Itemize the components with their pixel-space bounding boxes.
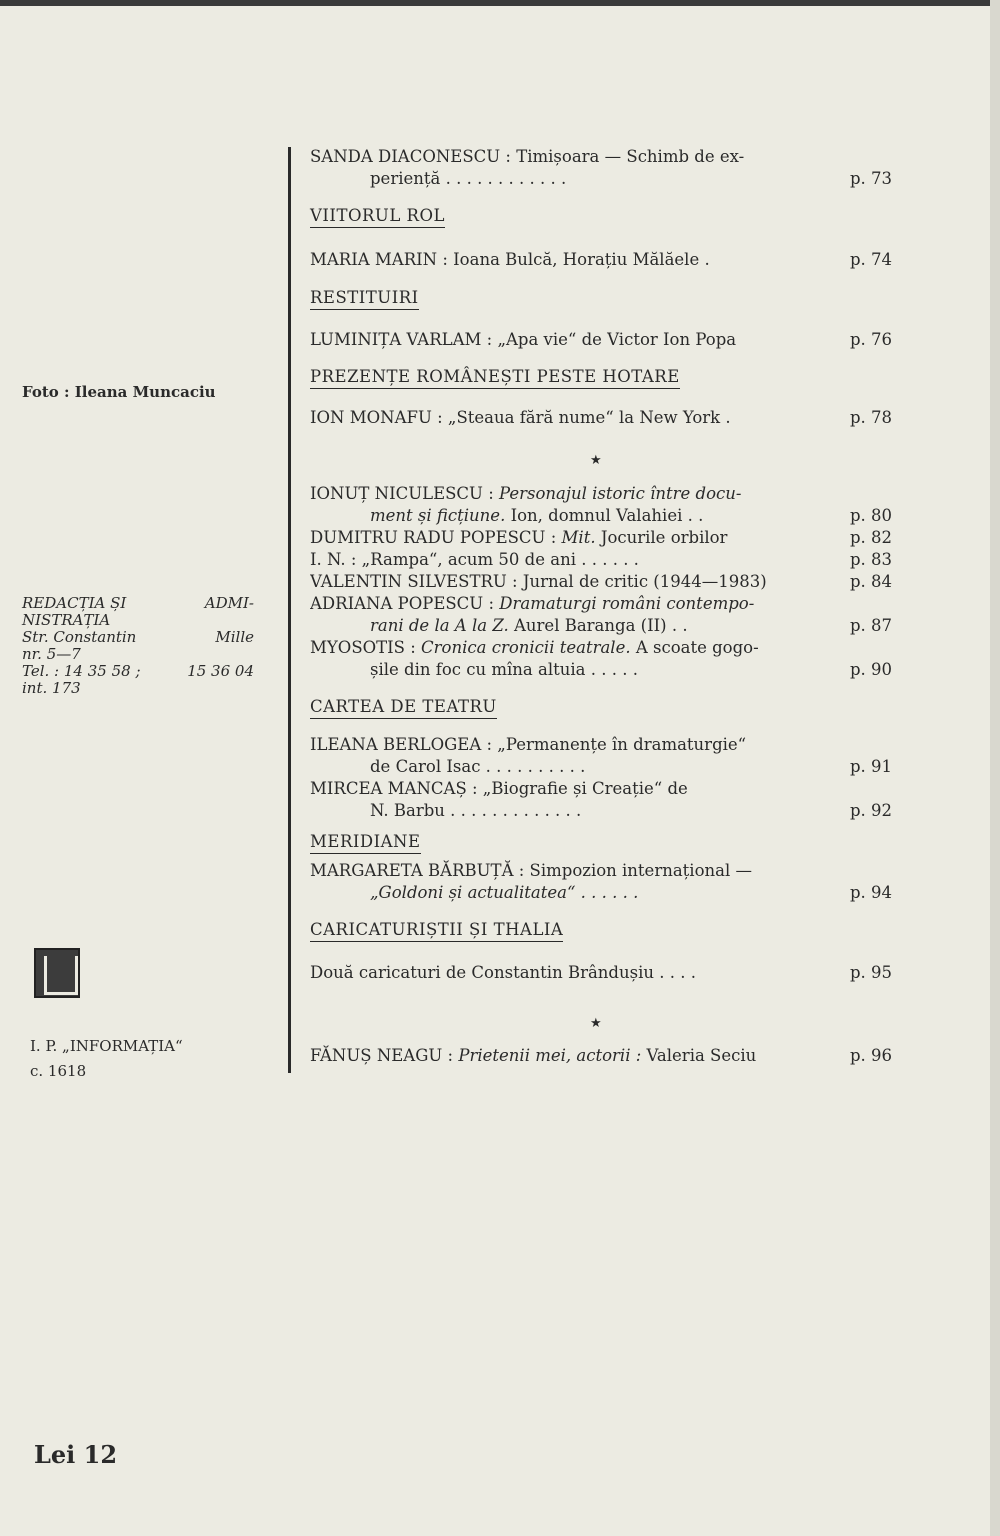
- printer-code: c. 1618: [30, 1062, 87, 1080]
- entry-text: ION MONAFU : „Steaua fără nume“ la New York .: [310, 408, 731, 427]
- entry-text: MARGARETA BĂRBUȚĂ : Simpozion internațional —: [310, 861, 753, 880]
- toc-entry: [310, 249, 892, 271]
- editorial-line: Tel. : 14 35 58 ;: [22, 662, 141, 680]
- section-heading: CARTEA DE TEATRU: [310, 697, 497, 719]
- page-number: p. 74: [849, 250, 892, 269]
- entry-text: SANDA DIACONESCU : Timișoara — Schimb de ex-: [310, 147, 745, 166]
- star-separator-icon: ★: [590, 1016, 602, 1031]
- page-number: p. 73: [849, 169, 892, 188]
- entry-text: rani de la A la Z. Aurel Baranga (II) . .: [370, 616, 688, 635]
- page-number: p. 78: [849, 408, 892, 427]
- photo-credit: Foto : Ileana Muncaciu: [22, 383, 216, 401]
- page-edge: [990, 0, 1000, 1536]
- page-number: p. 76: [849, 330, 892, 349]
- entry-text: N. Barbu . . . . . . . . . . . . .: [370, 801, 582, 820]
- editorial-line: Mille: [215, 628, 254, 646]
- editorial-line: NISTRAȚIA: [22, 611, 111, 629]
- editorial-line: Str. Constantin: [22, 628, 137, 646]
- entry-text: I. N. : „Rampa“, acum 50 de ani . . . . . .: [310, 550, 639, 569]
- entry-text: MYOSOTIS : Cronica cronicii teatrale. A scoate gogo-: [310, 638, 759, 657]
- printer-logo-icon: [34, 948, 80, 998]
- page-number: p. 90: [849, 660, 892, 679]
- entry-text: MIRCEA MANCAȘ : „Biografie și Creație“ de: [310, 779, 688, 798]
- star-separator-icon: ★: [590, 453, 602, 468]
- page-number: p. 92: [849, 801, 892, 820]
- toc-entry: [310, 146, 892, 190]
- entry-text: ADRIANA POPESCU : Dramaturgi români contempo-: [310, 594, 755, 613]
- toc-entry: [310, 329, 892, 351]
- entry-text: ILEANA BERLOGEA : „Permanențe în dramaturgie“: [310, 735, 747, 754]
- toc-list: [310, 483, 892, 681]
- printer-name: I. P. „INFORMAȚIA“: [30, 1037, 183, 1055]
- editorial-line: 15 36 04: [187, 662, 254, 680]
- price: Lei 12: [34, 1440, 118, 1469]
- entry-text: de Carol Isac . . . . . . . . . .: [370, 757, 586, 776]
- editorial-line: nr. 5—7: [22, 645, 81, 663]
- page-number: p. 80: [849, 506, 892, 525]
- entry-text: „Goldoni și actualitatea“ . . . . . .: [370, 883, 639, 902]
- section-heading: CARICATURIȘTII ȘI THALIA: [310, 920, 563, 942]
- entry-text: Două caricaturi de Constantin Brândușiu . . . .: [310, 963, 696, 982]
- entry-text: FĂNUȘ NEAGU : Prietenii mei, actorii : Valeria Seciu: [310, 1046, 757, 1065]
- column-divider: [288, 147, 291, 1073]
- entry-text: LUMINIȚA VARLAM : „Apa vie“ de Victor Ion Popa: [310, 330, 737, 349]
- entry-text: ment și ficțiune. Ion, domnul Valahiei . .: [370, 506, 704, 525]
- page-number: p. 87: [849, 616, 892, 635]
- toc-entry: [310, 407, 892, 429]
- editorial-line: int. 173: [22, 679, 81, 697]
- entry-text: șile din foc cu mîna altuia . . . . .: [370, 660, 638, 679]
- page-number: p. 82: [849, 528, 892, 547]
- entry-text: IONUȚ NICULESCU : Personajul istoric între docu-: [310, 484, 742, 503]
- page-number: p. 96: [849, 1046, 892, 1065]
- section-heading: PREZENȚE ROMÂNEȘTI PESTE HOTARE: [310, 367, 680, 389]
- page-number: p. 84: [849, 572, 892, 591]
- entry-text: periență . . . . . . . . . . . .: [370, 169, 567, 188]
- toc-list: [310, 860, 892, 904]
- toc-entry: [310, 962, 892, 984]
- toc-entry: [310, 1045, 892, 1067]
- section-heading: VIITORUL ROL: [310, 206, 445, 228]
- entry-text: VALENTIN SILVESTRU : Jurnal de critic (1944—1983): [310, 572, 767, 591]
- editorial-address: [22, 595, 254, 697]
- page-number: p. 95: [849, 963, 892, 982]
- editorial-line: REDACȚIA ȘI: [22, 594, 127, 612]
- toc-list: [310, 734, 892, 822]
- page-number: p. 94: [849, 883, 892, 902]
- printer-info: [30, 1034, 183, 1084]
- page-number: p. 91: [849, 757, 892, 776]
- entry-text: DUMITRU RADU POPESCU : Mit. Jocurile orbilor: [310, 528, 728, 547]
- editorial-line: ADMI-: [204, 594, 254, 612]
- section-heading: MERIDIANE: [310, 832, 421, 854]
- section-heading: RESTITUIRI: [310, 288, 419, 310]
- page-number: p. 83: [849, 550, 892, 569]
- top-border: [0, 0, 1000, 6]
- entry-text: MARIA MARIN : Ioana Bulcă, Horațiu Mălăele .: [310, 250, 710, 269]
